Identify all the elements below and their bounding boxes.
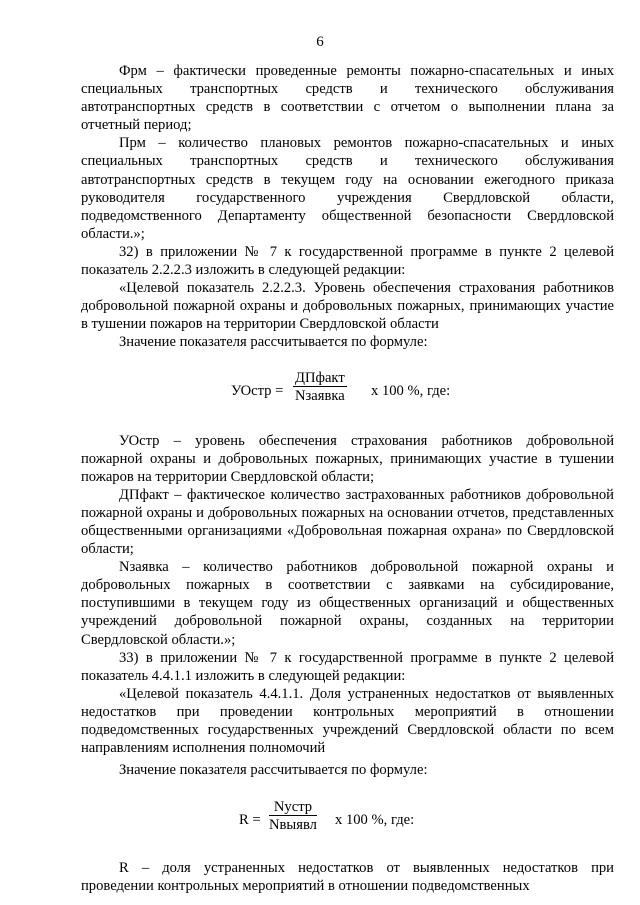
definition-frm: Фрм – фактически проведенные ремонты пожарно-спасательных и иных специальных транспортных средств и технического обслуживания автотранспортных средств в соответствии с отчетом о выполнении плана за отчетный период; xyxy=(81,63,614,134)
formula-1-numerator: ДПфакт xyxy=(295,369,345,386)
formula-1-denominator: Nзаявка xyxy=(294,387,345,404)
formula-1-rhs: х 100 %, где: xyxy=(371,382,451,399)
definition-nzayavka: Nзаявка – количество работников добровольной пожарной охраны и добровольных пожарных в соответствии с заявками на субсидирование, поступившими в текущем году из общественных организаций и общественных учреждений добровольной пожарной охраны, созданных на территории Свердловской области.»; xyxy=(81,559,614,648)
amendment-32: 32) в приложении № 7 к государственной программе в пункте 2 целевой показатель 2.2.2.3 изложить в следующей редакции: xyxy=(81,243,614,279)
formula-1-fraction xyxy=(293,370,347,405)
document-body xyxy=(81,62,614,895)
page-number: 6 xyxy=(316,34,324,50)
indicator-4-4-1-1-title: «Целевой показатель 4.4.1.1. Доля устраненных недостатков от выявленных недостатков при проведении контрольных мероприятий в отношении подведомственных государственных учреждений Свердловской области по всем направлениям исполнения полномочий xyxy=(81,685,614,757)
formula-2-rhs: х 100 %, где: xyxy=(335,812,415,829)
formula-2-denominator: Nвыявл xyxy=(269,817,317,834)
formula-intro-2: Значение показателя рассчитывается по формуле: xyxy=(119,762,428,779)
formula-2-lhs: R = xyxy=(239,812,261,829)
amendment-33: 33) в приложении № 7 к государственной программе в пункте 2 целевой показатель 4.4.1.1 изложить в следующей редакции: xyxy=(81,649,614,684)
definition-dpfakt: ДПфакт – фактическое количество застрахованных работников добровольной пожарной охраны и добровольных пожарных на основании отчетов, представленных общественными организациями «Добровольная пожарная охрана» по Свердловской области; xyxy=(81,486,614,558)
formula-r xyxy=(81,779,614,859)
definition-prm: Прм – количество плановых ремонтов пожарно-спасательных и иных специальных транспортных средств и технического обслуживания автотранспортных средств в текущем году на основании ежегодного приказа руководителя государственного учреждения Свердловской области, подведомственного Департаменту общественной безопасности Свердловской области.»; xyxy=(81,135,614,242)
formula-2-numerator: Nустр xyxy=(269,799,317,816)
formula-uostr xyxy=(81,352,614,432)
definition-r: R – доля устраненных недостатков от выявленных недостатков при проведении контрольных мероприятий в отношении подведомственных xyxy=(81,860,614,895)
definition-uostr: УОстр – уровень обеспечения страхования работников добровольной пожарной охраны и добровольных пожарных, принимающих участие в тушении пожаров на территории Свердловской области; xyxy=(81,432,614,485)
formula-1-lhs: УОстр = xyxy=(231,382,284,399)
indicator-2-2-2-3-title: «Целевой показатель 2.2.2.3. Уровень обеспечения страхования работников добровольной пожарной охраны и добровольных пожарных, принимающих участие в тушении пожаров на территории Свердловской области xyxy=(81,280,614,333)
formula-intro-1: Значение показателя рассчитывается по формуле: xyxy=(119,334,428,351)
formula-2-fraction xyxy=(269,799,317,834)
